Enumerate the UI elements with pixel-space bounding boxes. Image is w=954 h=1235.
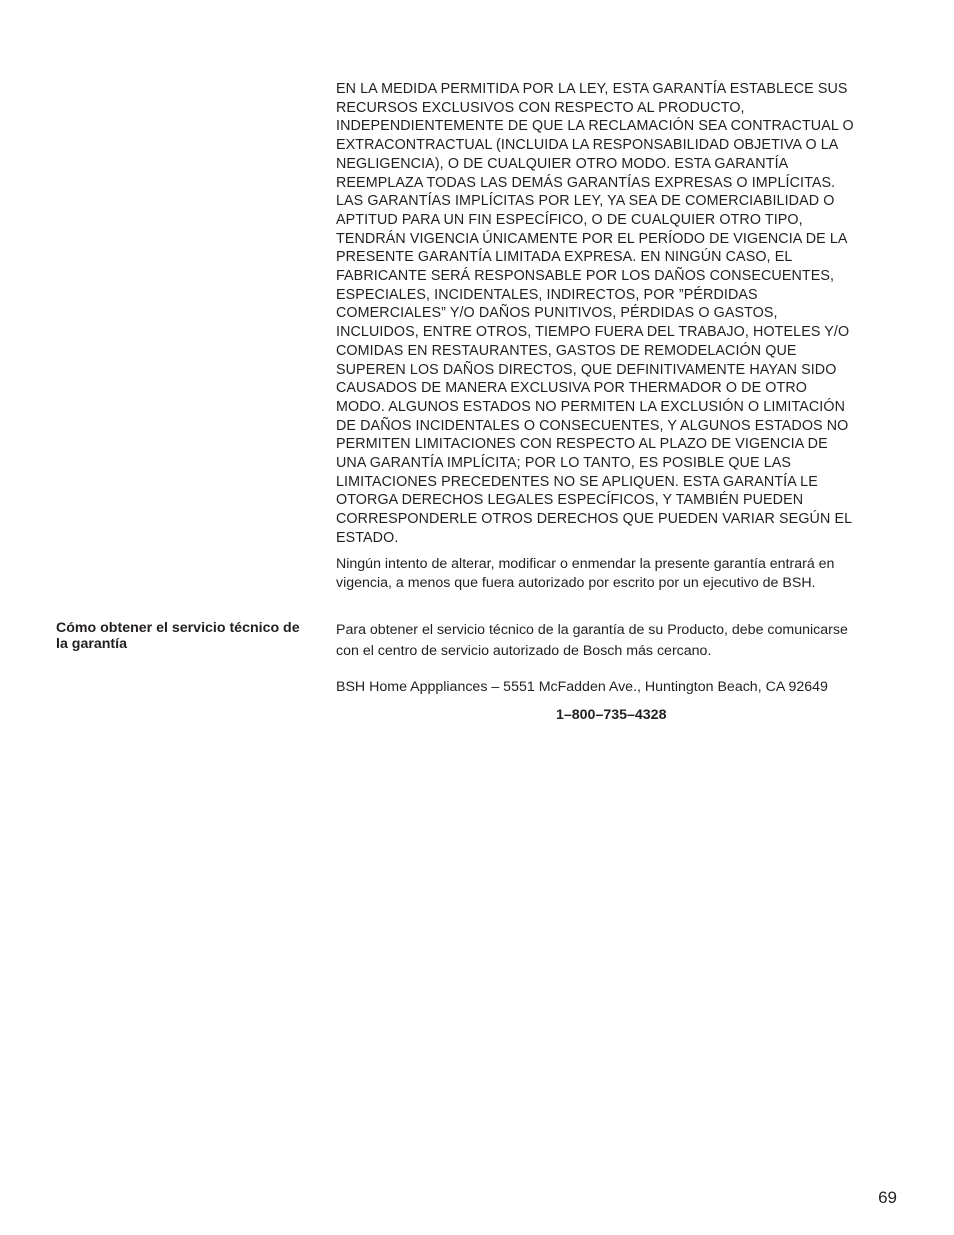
service-address: BSH Home Apppliances – 5551 McFadden Ave., Huntington Beach, CA 92649 <box>336 679 828 695</box>
service-phone-number: 1–800–735–4328 <box>556 707 667 723</box>
service-instructions: Para obtener el servicio técnico de la garantía de su Producto, debe comunicarse con el centro de servicio autorizado de Bosch más cercano. <box>336 622 848 659</box>
page-number: 69 <box>878 1188 897 1207</box>
warranty-limitations-paragraph: EN LA MEDIDA PERMITIDA POR LA LEY, ESTA GARANTÍA ESTABLECE SUS RECURSOS EXCLUSIVOS CON RESPECTO AL PRODUCTO, INDEPENDIENTEMENTE DE QUE LA RECLAMACIÓN SEA CONTRACTUAL O EXTRACONTRACTUAL (INCLUIDA LA RESPONSABILIDAD OBJETIVA O LA NEGLIGENCIA), O DE CUALQUIER OTRO MODO. ESTA GARANTÍA REEMPLAZA TODAS LAS DEMÁS GARANTÍAS EXPRESAS O IMPLÍCITAS. LAS GARANTÍAS IMPLÍCITAS POR LEY, YA SEA DE COMERCIABILIDAD O APTITUD PARA UN FIN ESPECÍFICO, O DE CUALQUIER OTRO TIPO, TENDRÁN VIGENCIA ÚNICAMENTE POR EL PERÍODO DE VIGENCIA DE LA PRESENTE GARANTÍA LIMITADA EXPRESA. EN NINGÚN CASO, EL FABRICANTE SERÁ RESPONSABLE POR LOS DAÑOS CONSECUENTES, ESPECIALES, INCIDENTALES, INDIRECTOS, POR ”PÉRDIDAS COMERCIALES” Y/O DAÑOS PUNITIVOS, PÉRDIDAS O GASTOS, INCLUIDOS, ENTRE OTROS, TIEMPO FUERA DEL TRABAJO, HOTELES Y/O COMIDAS EN RESTAURANTES, GASTOS DE REMODELACIÓN QUE SUPEREN LOS DAÑOS DIRECTOS, QUE DEFINITIVAMENTE HAYAN SIDO CAUSADOS DE MANERA EXCLUSIVA POR THERMADOR O DE OTRO MODO. ALGUNOS ESTADOS NO PERMITEN LA EXCLUSIÓN O LIMITACIÓN DE DAÑOS INCIDENTALES O CONSECUENTES, Y ALGUNOS ESTADOS NO PERMITEN LIMITACIONES CON RESPECTO AL PLAZO DE VIGENCIA DE UNA GARANTÍA IMPLÍCITA; POR LO TANTO, ES POSIBLE QUE LAS LIMITACIONES PRECEDENTES NO SE APLIQUEN. ESTA GARANTÍA LE OTORGA DERECHOS LEGALES ESPECÍFICOS, Y TAMBIÉN PUEDEN CORRESPONDERLE OTROS DERECHOS QUE PUEDEN VARIAR SEGÚN EL ESTADO. <box>336 81 854 546</box>
warranty-modification-notice: Ningún intento de alterar, modificar o enmendar la presente garantía entrará en vigencia, a menos que fuera autorizado por escrito por un ejecutivo de BSH. <box>336 556 835 591</box>
service-section-heading: Cómo obtener el servicio técnico de la garantía <box>56 620 300 652</box>
